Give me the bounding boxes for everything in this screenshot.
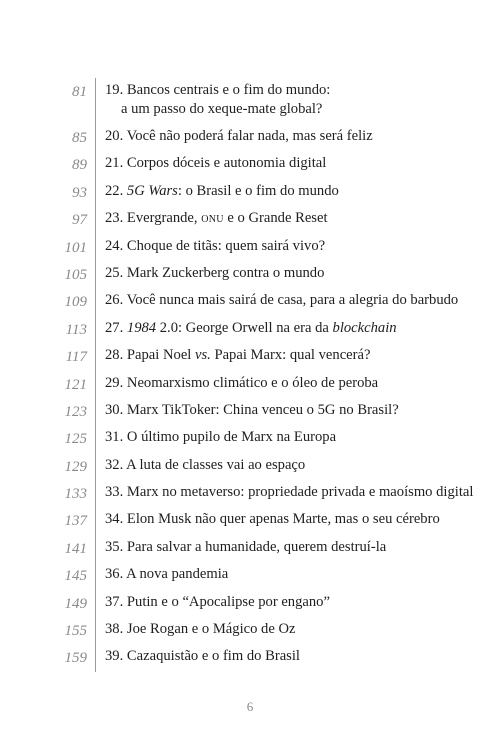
toc-page-number: 113 [65, 321, 87, 338]
toc-page-number: 85 [72, 130, 87, 146]
toc-title: 33. Marx no metaverso: propriedade privada e maoísmo digital [105, 484, 474, 501]
toc-page-number: 149 [64, 595, 87, 612]
toc-title: 19. Bancos centrais e o fim do mundo: a um passo do xeque-mate global? [105, 82, 331, 117]
toc-page-number: 125 [64, 431, 87, 448]
toc-entry[interactable] [0, 617, 500, 644]
toc-divider [95, 234, 96, 261]
toc-entry[interactable] [0, 261, 500, 288]
toc-entry[interactable] [0, 480, 500, 507]
toc-entry[interactable] [0, 151, 500, 178]
toc-entry[interactable] [0, 234, 500, 261]
toc-entry[interactable] [0, 124, 500, 151]
toc-divider [95, 371, 96, 398]
toc-divider [95, 562, 96, 589]
toc-title: 31. O último pupilo de Marx na Europa [105, 429, 337, 446]
toc-entry[interactable] [0, 507, 500, 534]
toc-title: 23. Evergrande, onu e o Grande Reset [105, 210, 328, 227]
toc-page-number: 159 [64, 650, 87, 667]
toc-divider [95, 316, 96, 343]
toc-entry[interactable] [0, 453, 500, 480]
toc-page-number: 141 [64, 540, 87, 557]
toc-page-number: 105 [64, 266, 87, 283]
toc-title: 21. Corpos dóceis e autonomia digital [105, 155, 327, 172]
toc-title: 20. Você não poderá falar nada, mas será feliz [105, 128, 373, 144]
toc-page-number: 129 [64, 458, 87, 475]
toc-title: 29. Neomarxismo climático e o óleo de peroba [105, 374, 379, 391]
toc-entry[interactable] [0, 425, 500, 452]
toc-page-number: 121 [64, 376, 87, 393]
toc-title: 37. Putin e o “Apocalipse por engano” [105, 593, 330, 610]
toc-page-number: 109 [64, 294, 87, 311]
toc-title: 39. Cazaquistão e o fim do Brasil [105, 648, 300, 665]
toc-entry[interactable] [0, 343, 500, 370]
toc-divider [95, 480, 96, 507]
toc-entry[interactable] [0, 398, 500, 425]
toc-divider [95, 453, 96, 480]
toc-entry[interactable] [0, 590, 500, 617]
toc-title: 24. Choque de titãs: quem sairá vivo? [105, 237, 326, 254]
toc-title: 35. Para salvar a humanidade, querem destruí-la [105, 538, 387, 555]
toc-divider [95, 425, 96, 452]
toc-entry[interactable] [0, 288, 500, 315]
table-of-contents [0, 78, 500, 672]
toc-title: 32. A luta de classes vai ao espaço [105, 456, 306, 473]
toc-entry[interactable] [0, 78, 500, 124]
toc-title: 27. 1984 2.0: George Orwell na era da blockchain [105, 319, 397, 336]
toc-divider [95, 398, 96, 425]
toc-divider [95, 507, 96, 534]
toc-title: 36. A nova pandemia [105, 566, 229, 583]
toc-divider [95, 617, 96, 644]
toc-title: 26. Você nunca mais sairá de casa, para a alegria do barbudo [105, 292, 459, 309]
toc-page-number: 145 [64, 568, 87, 585]
toc-divider [95, 151, 96, 178]
toc-entry[interactable] [0, 206, 500, 233]
toc-divider [95, 78, 96, 124]
toc-divider [95, 590, 96, 617]
toc-title: 22. 5G Wars: o Brasil e o fim do mundo [105, 182, 339, 199]
toc-divider [95, 288, 96, 315]
toc-title: 38. Joe Rogan e o Mágico de Oz [105, 621, 296, 638]
toc-divider [95, 261, 96, 288]
toc-page-number: 93 [72, 184, 87, 201]
toc-entry[interactable] [0, 179, 500, 206]
toc-page-number: 123 [64, 403, 87, 420]
toc-page-number: 117 [65, 349, 87, 366]
toc-page-number: 133 [64, 486, 87, 503]
toc-divider [95, 343, 96, 370]
toc-title: 25. Mark Zuckerberg contra o mundo [105, 264, 325, 281]
toc-divider [95, 206, 96, 233]
toc-divider [95, 124, 96, 151]
toc-entry[interactable] [0, 535, 500, 562]
toc-page-number: 155 [64, 623, 87, 640]
page-folio: 6 [246, 699, 254, 714]
toc-page-number: 101 [64, 239, 87, 256]
toc-entry[interactable] [0, 644, 500, 671]
toc-title: 30. Marx TikToker: China venceu o 5G no Brasil? [105, 401, 399, 418]
toc-entry[interactable] [0, 562, 500, 589]
toc-entry[interactable] [0, 316, 500, 343]
toc-divider [95, 179, 96, 206]
toc-page-number: 81 [72, 84, 87, 100]
toc-entry[interactable] [0, 371, 500, 398]
toc-title: 34. Elon Musk não quer apenas Marte, mas o seu cérebro [105, 511, 440, 528]
toc-divider [95, 644, 96, 671]
toc-page-number: 97 [72, 212, 87, 229]
toc-title: 28. Papai Noel vs. Papai Marx: qual vencerá? [105, 347, 371, 364]
toc-divider [95, 535, 96, 562]
toc-page-number: 137 [64, 513, 87, 530]
toc-page-number: 89 [72, 157, 87, 174]
